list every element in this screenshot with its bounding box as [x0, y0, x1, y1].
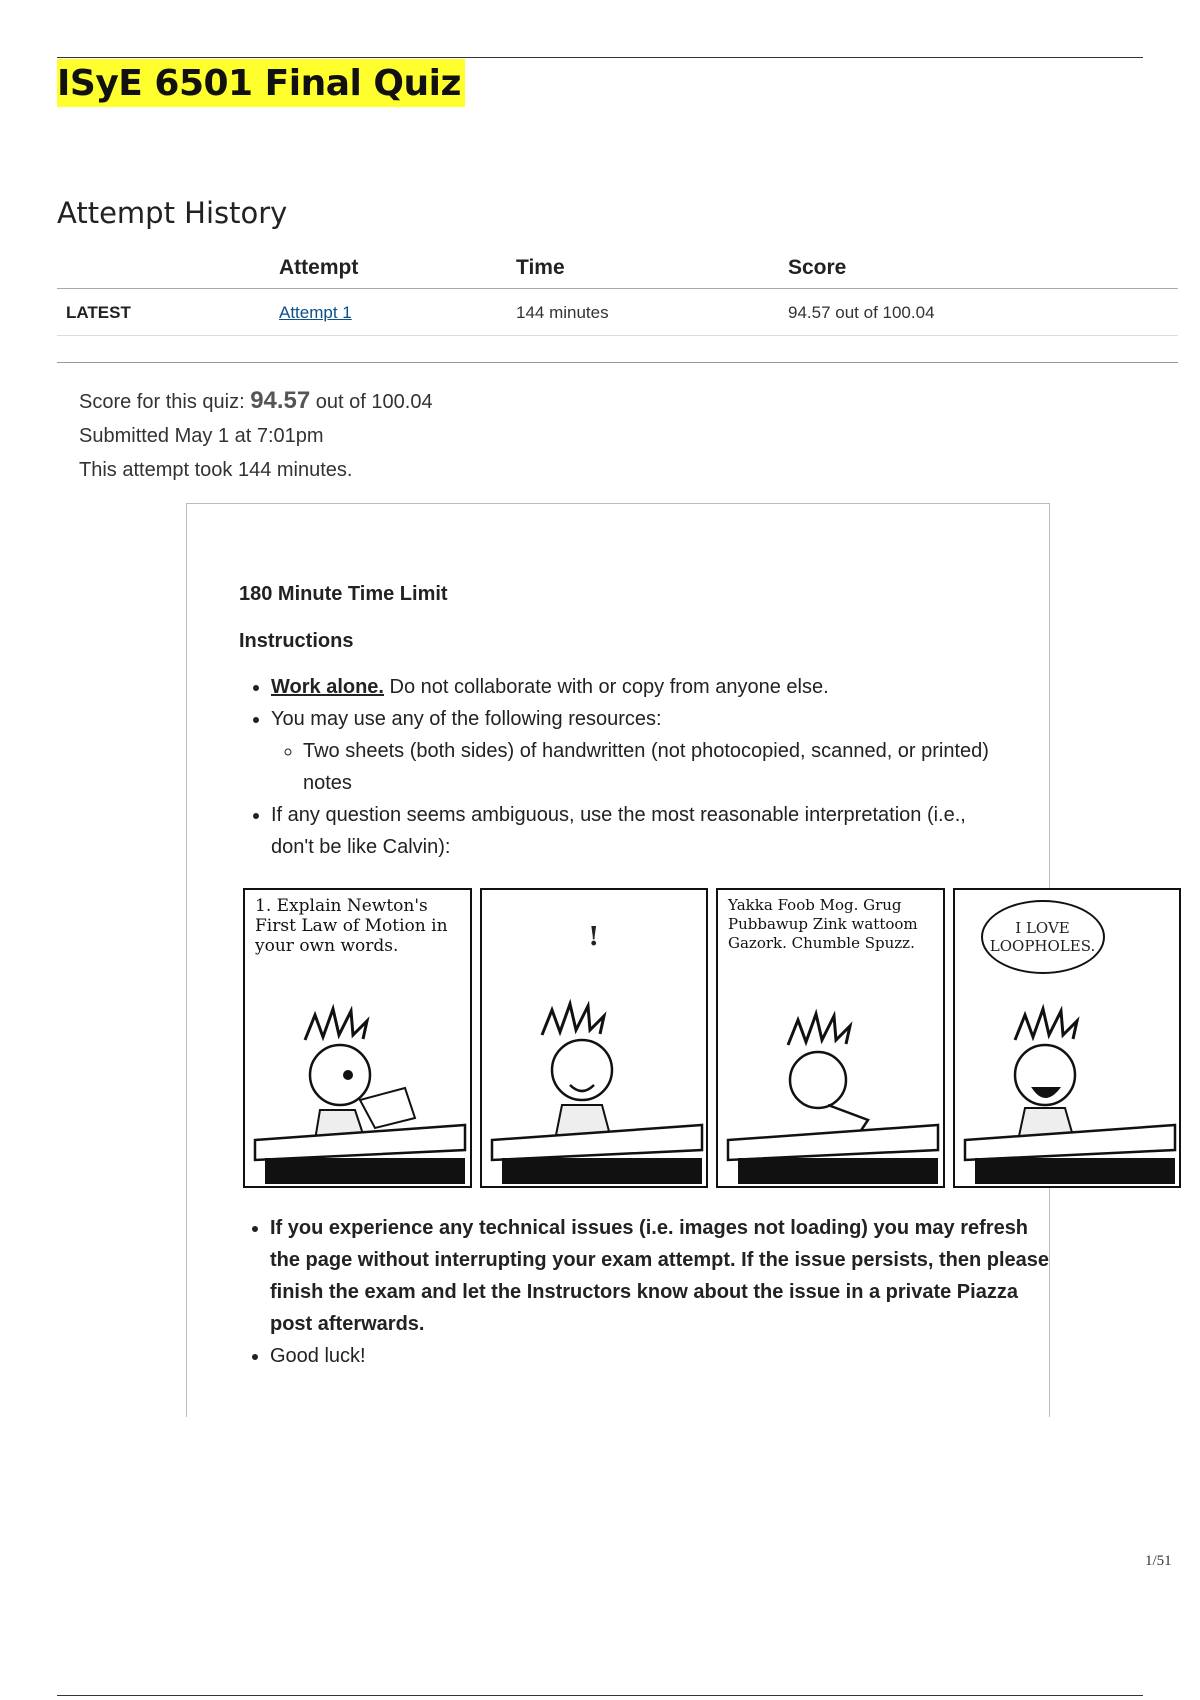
- top-rule: [57, 57, 1143, 58]
- history-bottom-rule: [57, 362, 1178, 363]
- panel-4-speech-bubble: I LOVE LOOPHOLES.: [981, 900, 1105, 974]
- comic-panel-4: [953, 888, 1182, 1188]
- page-title: ISyE 6501 Final Quiz: [57, 59, 465, 107]
- work-alone-text: Do not collaborate with or copy from anyone else.: [384, 676, 829, 698]
- column-header-score: Score: [788, 252, 1178, 289]
- latest-tag: LATEST: [57, 289, 279, 336]
- column-header-tag: [57, 252, 279, 289]
- list-item: [271, 703, 999, 799]
- panel-3-drawing: [718, 890, 945, 1188]
- score-total: out of 100.04: [310, 391, 433, 413]
- page-number: 1/51: [1145, 1553, 1172, 1569]
- list-item: • Good luck!: [270, 1340, 1050, 1372]
- panel-1-drawing: [245, 890, 472, 1188]
- panel-2-caption: !: [588, 922, 600, 952]
- comic-panel-3: [716, 888, 945, 1188]
- quiz-summary: [79, 384, 433, 487]
- bottom-rule: [57, 1695, 1143, 1696]
- list-item: • If you experience any technical issues (i.e. images not loading) you may refresh the page without interrupting your exam attempt. If the issue persists, then please finish the exam and let the Instructors know about the issue in a private Piazza post afterwards.: [270, 1212, 1050, 1340]
- additional-instructions-list: [238, 1212, 1050, 1372]
- resources-sublist: [271, 735, 999, 799]
- table-header-row: [57, 252, 1178, 289]
- list-item: [271, 671, 999, 703]
- time-limit-heading: 180 Minute Time Limit: [239, 583, 448, 605]
- calvin-comic-strip: [243, 888, 1181, 1188]
- comic-panel-1: [243, 888, 472, 1188]
- instructions-list: [239, 671, 999, 863]
- attempt-score: 94.57 out of 100.04: [788, 289, 1178, 336]
- list-item: ◦ Two sheets (both sides) of handwritten (not photocopied, scanned, or printed) notes: [303, 735, 999, 799]
- submitted-line: Submitted May 1 at 7:01pm: [79, 425, 324, 447]
- instructions-block: [239, 583, 999, 863]
- panel-3-caption: Yakka Foob Mog. Grug Pubbawup Zink wattoom Gazork. Chumble Spuzz.: [728, 896, 918, 952]
- instructions-heading: Instructions: [239, 630, 354, 652]
- table-row: [57, 289, 1178, 336]
- attempt-time: 144 minutes: [516, 289, 788, 336]
- panel-1-caption: 1. Explain Newton's First Law of Motion in your own words.: [255, 896, 448, 956]
- resources-text: You may use any of the following resources:: [271, 708, 662, 730]
- attempt-link[interactable]: Attempt 1: [279, 303, 352, 322]
- score-value: 94.57: [250, 387, 311, 414]
- work-alone-label: Work alone.: [271, 676, 384, 698]
- panel-4-drawing: [955, 890, 1182, 1188]
- score-label: Score for this quiz:: [79, 391, 251, 413]
- score-line: [79, 384, 433, 419]
- panel-2-drawing: [482, 890, 709, 1188]
- attempt-history-table: [57, 252, 1178, 336]
- column-header-time: Time: [516, 252, 788, 289]
- column-header-attempt: Attempt: [279, 252, 516, 289]
- comic-panel-2: [480, 888, 709, 1188]
- list-item: • If any question seems ambiguous, use the most reasonable interpretation (i.e., don't be like Calvin):: [271, 799, 999, 863]
- attempt-history-heading: Attempt History: [57, 196, 288, 230]
- duration-line: This attempt took 144 minutes.: [79, 459, 353, 481]
